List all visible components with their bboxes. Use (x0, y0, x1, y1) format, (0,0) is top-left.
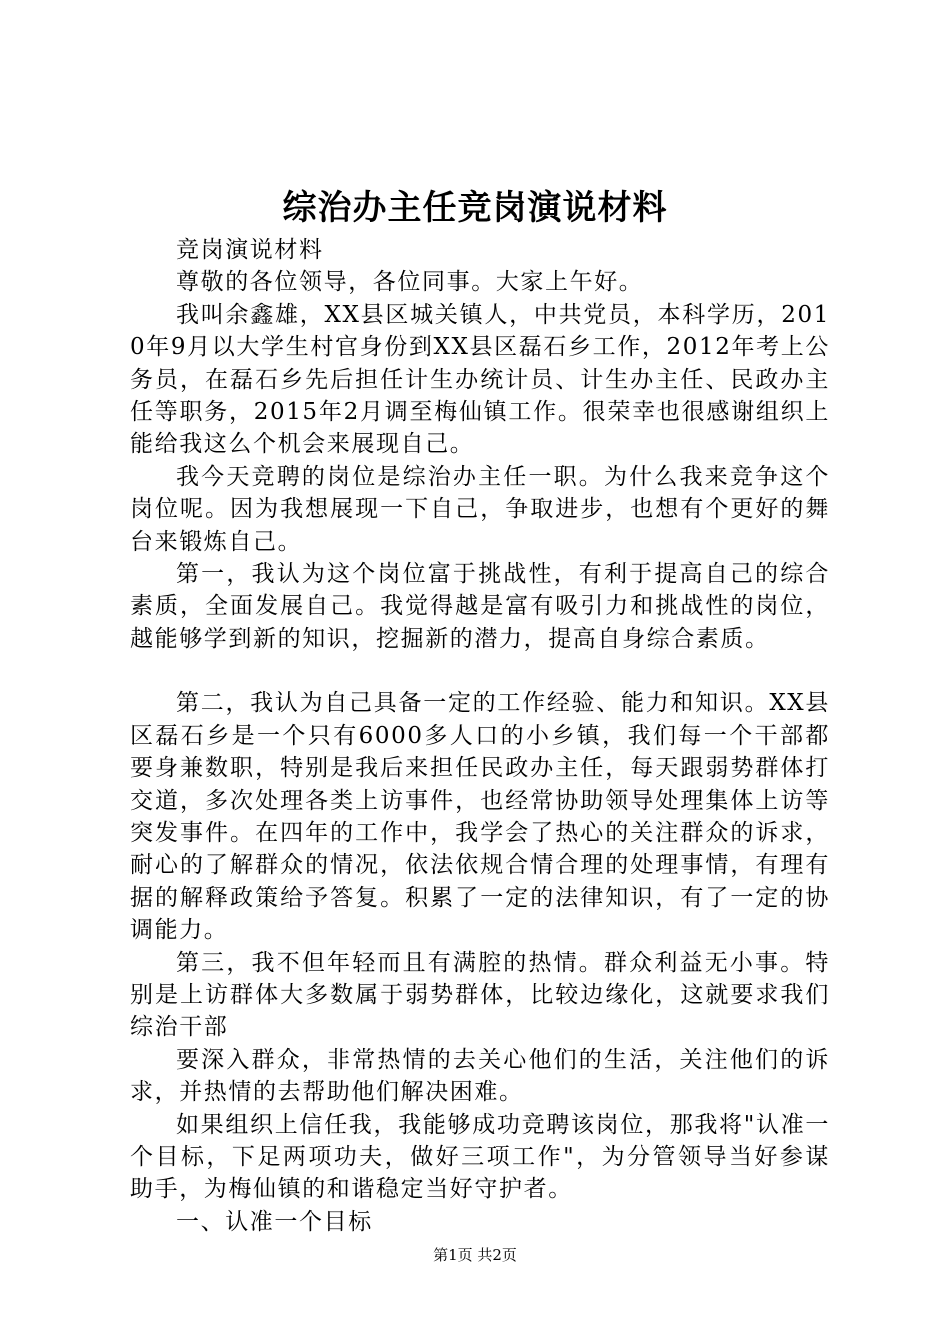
document-title: 综治办主任竞岗演说材料 (282, 188, 668, 228)
paragraph-section-one: 一、认准一个目标 (176, 1208, 373, 1235)
paragraph-commitment: 如果组织上信任我，我能够成功竞聘该岗位，那我将"认准一个目标，下足两项功夫，做好三项工作"，为分管领导当好参谋助手，为梅仙镇的和谐稳定当好守护者。 (130, 1111, 830, 1203)
paragraph-reason-three-cont: 要深入群众，非常热情的去关心他们的生活，关注他们的诉求，并热情的去帮助他们解决困难。 (130, 1046, 830, 1106)
paragraph-heading: 竞岗演说材料 (176, 237, 324, 263)
document-body (130, 234, 830, 1238)
paragraph-reason-two: 第二，我认为自己具备一定的工作经验、能力和知识。XX县区磊石乡是一个只有6000多人口的小乡镇，我们每一个干部都要身兼数职，特别是我后来担任民政办主任，每天跟弱势群体打交道，多次处理各类上访事件，也经常协助领导处理集体上访等突发事件。在四年的工作中，我学会了热心的关注群众的诉求，耐心的了解群众的情况，依法依规合情合理的处理事情，有理有据的解释政策给予答复。积累了一定的法律知识，有了一定的协调能力。 (130, 690, 830, 944)
paragraph-position: 我今天竞聘的岗位是综治办主任一职。为什么我来竞争这个岗位呢。因为我想展现一下自己，争取进步，也想有个更好的舞台来锻炼自己。 (130, 463, 830, 555)
paragraph-reason-three: 第三，我不但年轻而且有满腔的热情。群众利益无小事。特别是上访群体大多数属于弱势群体，比较边缘化，这就要求我们综治干部 (130, 949, 830, 1041)
page-number-footer: 第1页 共2页 (433, 1246, 517, 1264)
paragraph-introduction: 我叫余鑫雄，XX县区城关镇人，中共党员，本科学历，2010年9月以大学生村官身份到XX县区磊石乡工作，2012年考上公务员，在磊石乡先后担任计生办统计员、计生办主任、民政办主任等职务，2015年2月调至梅仙镇工作。很荣幸也很感谢组织上能给我这么个机会来展现自己。 (130, 301, 830, 458)
paragraph-greeting: 尊敬的各位领导，各位同事。大家上午好。 (176, 269, 644, 296)
paragraph-reason-one: 第一，我认为这个岗位富于挑战性，有利于提高自己的综合素质，全面发展自己。我觉得越是富有吸引力和挑战性的岗位，越能够学到新的知识，挖掘新的潜力，提高自身综合素质。 (130, 561, 830, 652)
